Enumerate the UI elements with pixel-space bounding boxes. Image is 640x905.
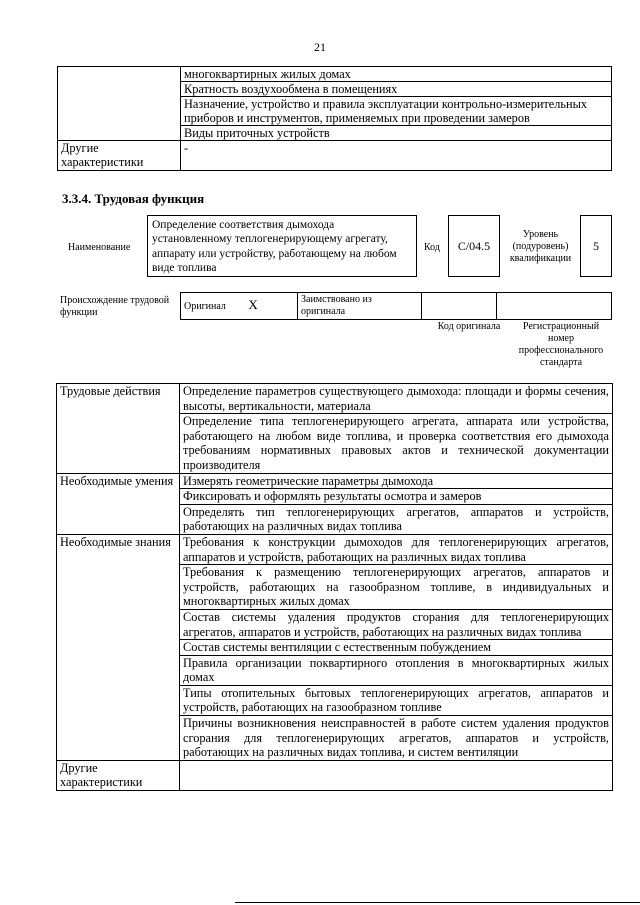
origin-original-cell (181, 293, 298, 320)
table-cell: Состав системы удаления продуктов сгорания для теплогенерирующих агрегатов, аппаратов и устройств, работающих на различных видах топлива (180, 609, 613, 639)
original-label: Оригинал (184, 301, 226, 312)
table-cell: Определять тип теплогенерирующих агрегатов, аппаратов и устройств, работающих на различных видах топлива (180, 504, 613, 534)
table-cell: многоквартирных жилых домах (181, 67, 612, 82)
table-row (58, 67, 612, 82)
function-name-box: Определение соответствия дымохода установленному теплогенерирующему агрегату, аппарату или устройству, работающему на любом виде топлива (147, 215, 417, 277)
code-original-cell (422, 293, 497, 320)
original-mark: X (248, 297, 258, 312)
table-cell: Определение типа теплогенерирующего агрегата, аппарата или устройства, работающего на любом виде топлива, и проверка соответствия его дымохода требованиям нормативных правовых актов и технической документации производителя (180, 414, 613, 473)
origin-table (180, 292, 612, 320)
table-cell (180, 760, 613, 790)
table-row (57, 473, 613, 489)
table-cell: Требования к размещению теплогенерирующих агрегатов, аппаратов и устройств, работающих на газообразном топливе, в индивидуальных и многоквартирных жилых домах (180, 565, 613, 610)
row-label: Необходимые умения (57, 473, 180, 534)
reg-number-label: Регистрационный номер профессионального стандарта (518, 321, 604, 368)
table-cell: Фиксировать и оформлять результаты осмотра и замеров (180, 489, 613, 505)
table-cell: Требования к конструкции дымоходов для теплогенерирующих агрегатов, аппаратов и устройств, работающих на различных видах топлива (180, 534, 613, 564)
table-cell: Типы отопительных бытовых теплогенерирующих агрегатов, аппаратов и устройств, работающих на газообразном топливе (180, 685, 613, 715)
table-cell: Состав системы вентиляции с естественным побуждением (180, 640, 613, 656)
level-value-box: 5 (580, 215, 612, 277)
code-value-box: C/04.5 (448, 215, 500, 277)
continuation-table (57, 66, 612, 171)
row-label (58, 67, 181, 141)
table-cell: - (181, 141, 612, 171)
table-cell: Правила организации поквартирного отопления в многоквартирных жилых домах (180, 655, 613, 685)
table-cell: Виды приточных устройств (181, 126, 612, 141)
footer-divider (235, 902, 640, 903)
level-label: Уровень (подуровень) квалификации (509, 229, 572, 264)
name-label: Наименование (68, 242, 131, 253)
table-row (58, 141, 612, 171)
row-label: Трудовые действия (57, 384, 180, 474)
reg-number-cell (497, 293, 612, 320)
table-cell: Причины возникновения неисправностей в работе систем удаления продуктов сгорания для теплогенерирующих агрегатов, аппаратов и устройств, работающих на различных видах топлива, и систем вентиляции (180, 716, 613, 761)
row-label: Необходимые знания (57, 534, 180, 760)
row-label: Другие характеристики (57, 760, 180, 790)
table-cell: Назначение, устройство и правила эксплуатации контрольно-измерительных приборов и инструментов, применяемых при проведении замеров (181, 97, 612, 126)
table-cell: Кратность воздухообмена в помещениях (181, 82, 612, 97)
table-cell: Определение параметров существующего дымохода: площади и формы сечения, высоты, вертикальности, материала (180, 384, 613, 414)
table-row (57, 760, 613, 790)
labor-function-table (56, 383, 613, 791)
table-row (181, 293, 612, 320)
section-heading: 3.3.4. Трудовая функция (62, 191, 205, 206)
table-row (57, 534, 613, 564)
row-label: Другие характеристики (58, 141, 181, 171)
code-label: Код (424, 242, 440, 253)
origin-label: Происхождение трудовой функции (60, 295, 170, 318)
borrowed-cell: Заимствовано из оригинала (298, 293, 422, 320)
table-cell: Измерять геометрические параметры дымохода (180, 473, 613, 489)
code-original-label: Код оригинала (437, 321, 501, 332)
page-number: 21 (314, 40, 326, 54)
table-row (57, 384, 613, 414)
